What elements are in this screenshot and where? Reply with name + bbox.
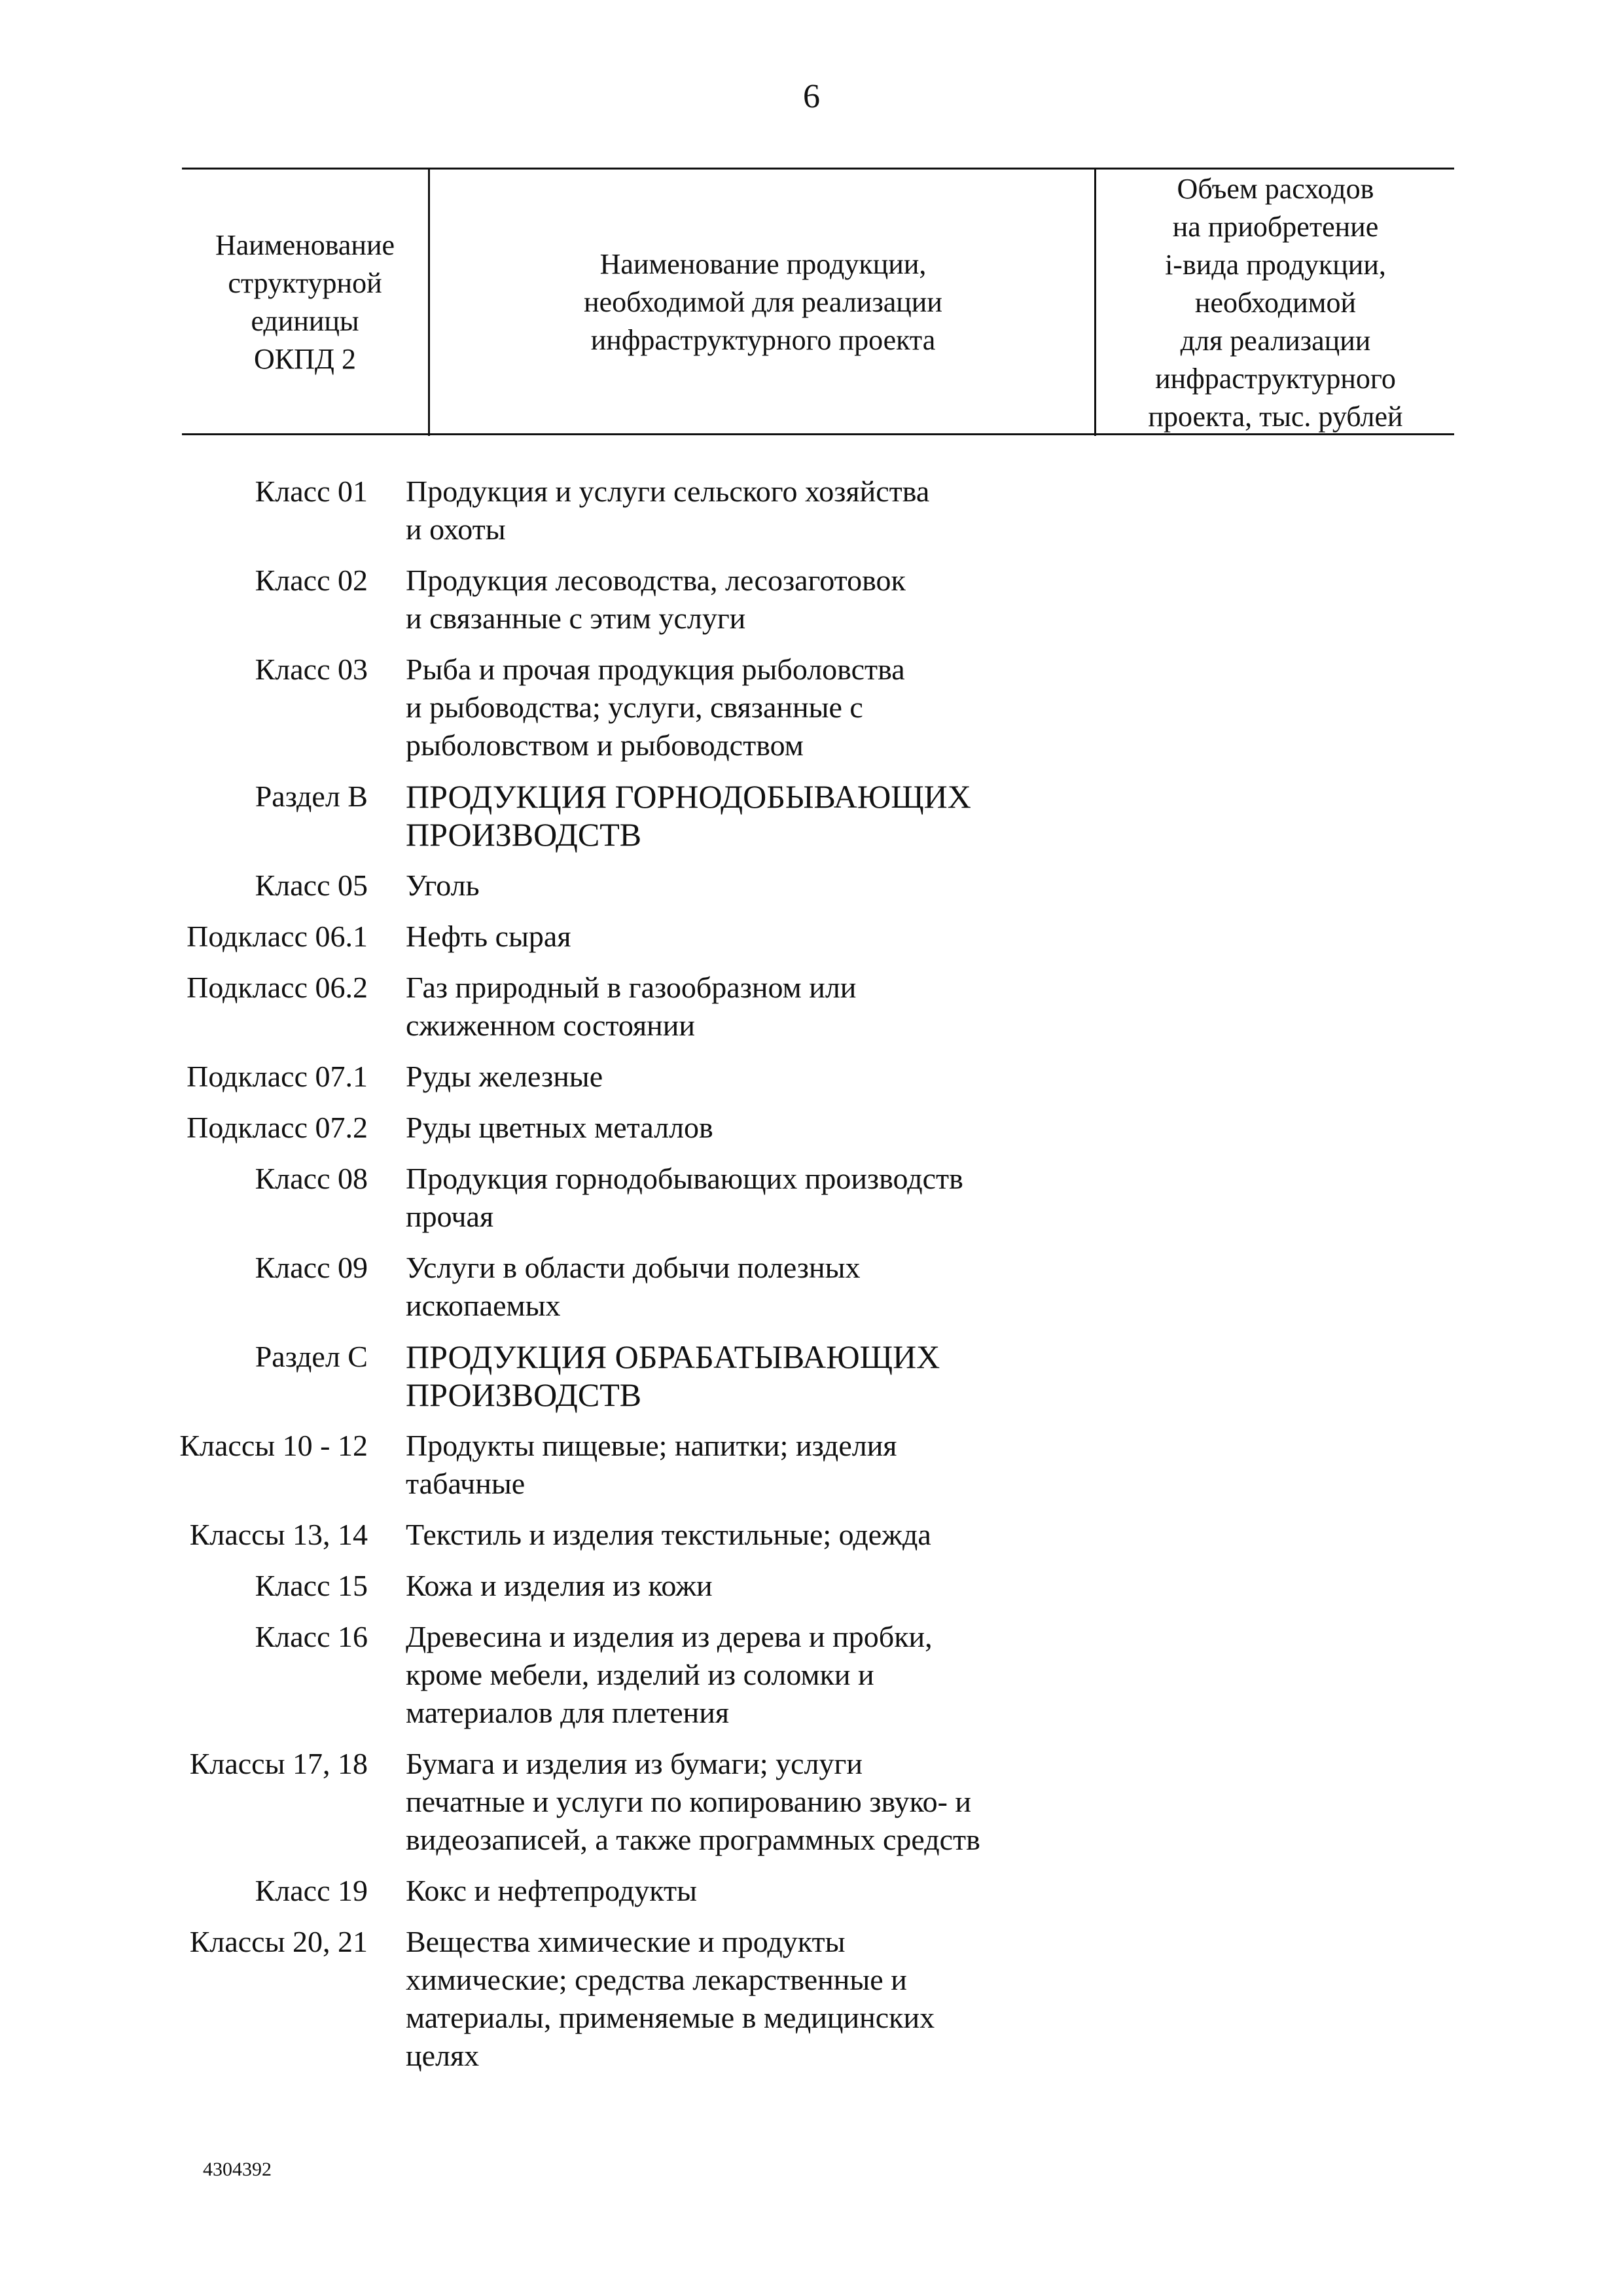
okpd2-code: Раздел B xyxy=(255,780,368,813)
product-name: Вещества химические и продукты химические; средства лекарственные и материалы, применяемые в медицинских целях xyxy=(406,1925,935,2072)
product-name: Текстиль и изделия текстильные; одежда xyxy=(406,1518,931,1551)
okpd2-code: Классы 17, 18 xyxy=(189,1747,368,1780)
table-row xyxy=(0,778,1623,853)
okpd2-code: Подкласс 07.2 xyxy=(187,1111,368,1144)
table-row xyxy=(0,1058,1623,1096)
table-row xyxy=(0,1160,1623,1236)
header-product-name-text: Наименование продукции, необходимой для реализации инфраструктурного проекта xyxy=(584,248,942,356)
okpd2-code: Подкласс 07.1 xyxy=(187,1060,368,1093)
table-row xyxy=(0,651,1623,764)
column-divider xyxy=(428,169,430,436)
product-name: Кокс и нефтепродукты xyxy=(406,1874,697,1907)
okpd2-code: Класс 08 xyxy=(255,1162,368,1195)
product-name: Уголь xyxy=(406,869,480,902)
product-name: Бумага и изделия из бумаги; услуги печатные и услуги по копированию звуко- и видеозаписей, а также программных средств xyxy=(406,1747,980,1856)
header-expense-volume-text: Объем расходов на приобретение i-вида продукции, необходимой для реализации инфраструктурного проекта, тыс. рублей xyxy=(1148,173,1403,433)
table-row xyxy=(0,867,1623,905)
product-name: Продукты пищевые; напитки; изделия табачные xyxy=(406,1429,897,1500)
product-name: Продукция горнодобывающих производств прочая xyxy=(406,1162,963,1233)
okpd2-code: Класс 16 xyxy=(255,1620,368,1653)
okpd2-code: Классы 10 - 12 xyxy=(179,1429,368,1462)
table-row xyxy=(0,1427,1623,1503)
okpd2-code: Класс 15 xyxy=(255,1569,368,1602)
document-id: 4304392 xyxy=(203,2159,272,2180)
okpd2-code: Класс 05 xyxy=(255,869,368,902)
okpd2-code: Классы 20, 21 xyxy=(189,1925,368,1958)
header-okpd2-unit-text: Наименование структурной единицы ОКПД 2 xyxy=(215,229,395,375)
product-name: Руды железные xyxy=(406,1060,603,1093)
header-okpd2-unit xyxy=(182,169,428,436)
okpd2-code: Класс 03 xyxy=(255,653,368,686)
okpd2-code: Класс 09 xyxy=(255,1251,368,1284)
product-name: Нефть сырая xyxy=(406,920,571,953)
header-product-name xyxy=(432,169,1094,436)
product-name: Рыба и прочая продукция рыболовства и рыбоводства; услуги, связанные с рыболовством и рыбоводством xyxy=(406,653,905,762)
product-name: Древесина и изделия из дерева и пробки, кроме мебели, изделий из соломки и материалов для плетения xyxy=(406,1620,933,1729)
table-row xyxy=(0,1516,1623,1554)
table-row xyxy=(0,1338,1623,1414)
classifier-table-body xyxy=(0,473,1623,2088)
table-row xyxy=(0,1567,1623,1605)
product-name: ПРОДУКЦИЯ ГОРНОДОБЫВАЮЩИХ ПРОИЗВОДСТВ xyxy=(406,778,971,853)
table-row xyxy=(0,918,1623,956)
column-divider xyxy=(1094,169,1096,436)
okpd2-code: Класс 02 xyxy=(255,564,368,597)
table-row xyxy=(0,1923,1623,2075)
product-name: Газ природный в газообразном или сжиженном состоянии xyxy=(406,971,857,1042)
okpd2-code: Подкласс 06.1 xyxy=(187,920,368,953)
okpd2-code: Классы 13, 14 xyxy=(189,1518,368,1551)
table-row xyxy=(0,1872,1623,1910)
product-name: Продукция лесоводства, лесозаготовок и связанные с этим услуги xyxy=(406,564,906,635)
table-row xyxy=(0,1745,1623,1859)
table-row xyxy=(0,969,1623,1045)
okpd2-code: Раздел C xyxy=(255,1340,368,1373)
product-name: Продукция и услуги сельского хозяйства и охоты xyxy=(406,475,930,546)
table-row xyxy=(0,473,1623,548)
table-row xyxy=(0,1109,1623,1147)
table-row xyxy=(0,1618,1623,1732)
okpd2-code: Класс 19 xyxy=(255,1874,368,1907)
product-name: Кожа и изделия из кожи xyxy=(406,1569,713,1602)
header-expense-volume xyxy=(1098,169,1453,436)
product-name: ПРОДУКЦИЯ ОБРАБАТЫВАЮЩИХ ПРОИЗВОДСТВ xyxy=(406,1338,940,1413)
table-row xyxy=(0,1249,1623,1325)
table-row xyxy=(0,562,1623,637)
page-number: 6 xyxy=(803,78,820,115)
product-name: Руды цветных металлов xyxy=(406,1111,713,1144)
okpd2-code: Подкласс 06.2 xyxy=(187,971,368,1004)
okpd2-code: Класс 01 xyxy=(255,475,368,508)
product-name: Услуги в области добычи полезных ископаемых xyxy=(406,1251,861,1322)
